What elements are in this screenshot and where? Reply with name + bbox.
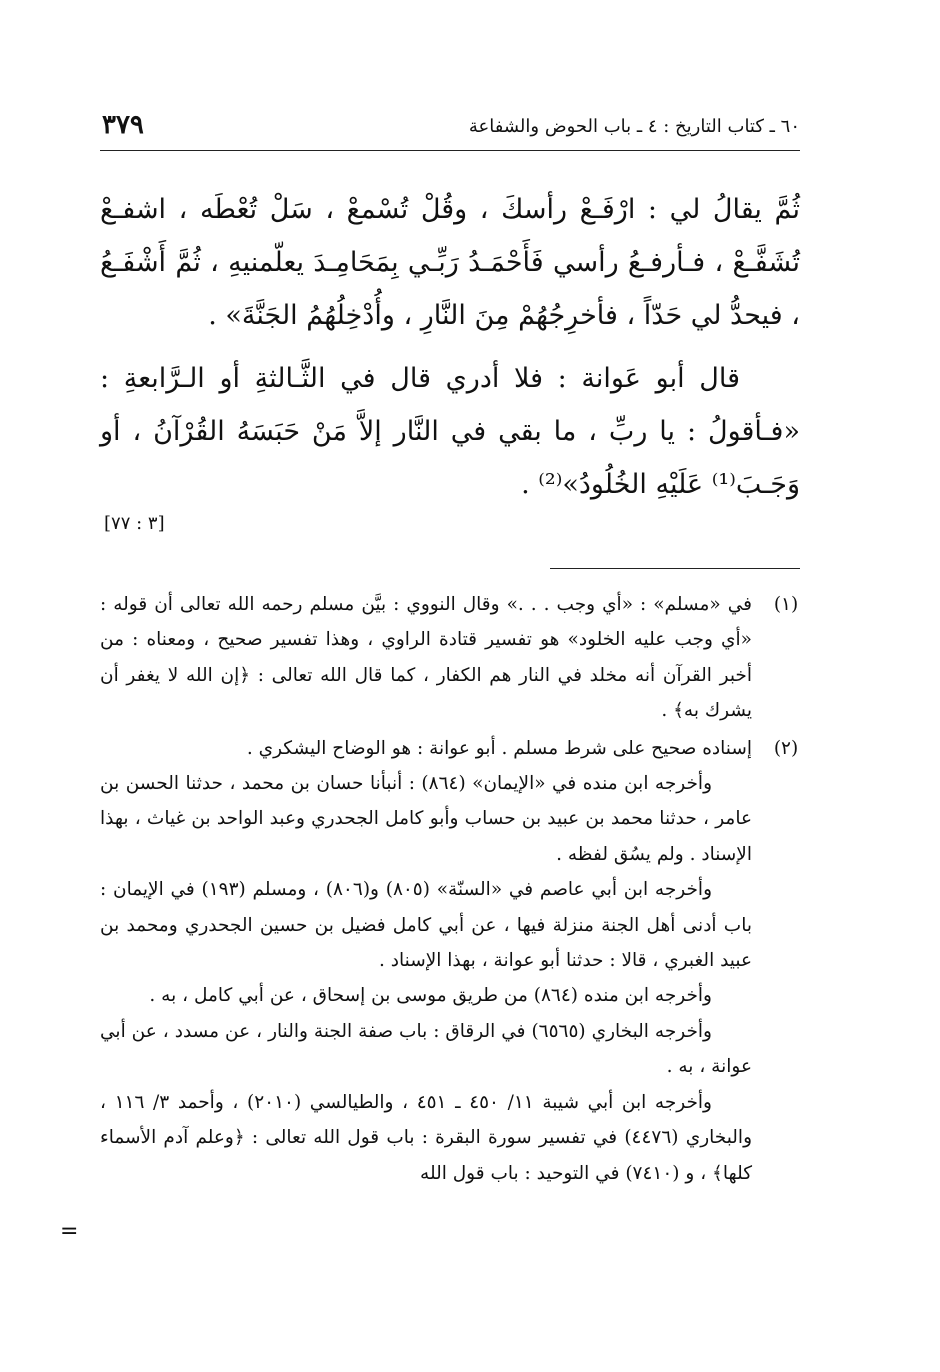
footnote-2 bbox=[100, 731, 800, 1191]
footnote-paragraph: وأخرجه ابن أبي شيبة ١١/ ٤٥٠ ـ ٤٥١ ، والطيالسي (٢٠١٠) ، وأحمد ٣/ ١١٦ ، والبخاري (٤٤٧٦) في تفسير سورة البقرة : باب قول الله تعالى : ﴿وعلم آدم الأسماء كلها﴾ ، و (٧٤١٠) في التوحيد : باب قول الله bbox=[100, 1091, 752, 1184]
footnote-paragraph: وأخرجه ابن أبي عاصم في «السنّة» (٨٠٥) و(٨٠٦) ، ومسلم (١٩٣) في الإيمان : باب أدنى أهل الجنة منزلة فيها ، عن أبي كامل فضيل بن حسين الجحدري ومحمد بن عبيد الغبري ، قالا : حدثنا أبو عوانة ، بهذا الإسناد . bbox=[100, 879, 752, 972]
footnote-paragraph: وأخرجه ابن منده في «الإيمان» (٨٦٤) : أنبأنا حسان بن محمد ، حدثنا الحسن بن عامر ، حدثنا محمد بن عبيد بن حساب وأبو كامل الجحدري وعبد الواحد بن غياث ، بهذا الإسناد . ولم يسُق لفظه . bbox=[100, 773, 752, 865]
footnote-paragraph: وأخرجه البخاري (٦٥٦٥) في الرقاق : باب صفة الجنة والنار ، عن مسدد ، عن أبي عوانة ، به . bbox=[100, 1020, 752, 1078]
page-body bbox=[100, 110, 800, 1193]
footnote-1 bbox=[100, 587, 800, 729]
footnote-divider bbox=[550, 568, 800, 569]
footnote-marker: (٢) bbox=[773, 737, 799, 759]
footnote-marker: (١) bbox=[773, 594, 799, 615]
volume-reference: [٣ : ٧٧] bbox=[104, 513, 165, 534]
continuation-mark: = bbox=[60, 1219, 79, 1244]
main-paragraph: ثُمَّ يقالُ لي : ارْفَـعْ رأسكَ ، وقُلْ تُسْمعْ ، سَلْ تُعْطَه ، اشفـعْ تُشَفَّـعْ ، فـأرفـعُ رأسي فَأَحْمَـدُ رَبِّـي بِمَحَامِـدَ يعلّمنيهِ ، ثُمَّ أَشْفَـعُ ، فيحدُّ لي حَدّاً ، فأخرِجُهُمْ مِنَ النَّارِ ، وأُدْخِلُهُمُ الجَنَّةَ» . bbox=[100, 194, 800, 331]
footnote-paragraph: إسناده صحيح على شرط مسلم . أبو عوانة : هو الوضاح اليشكري . bbox=[246, 737, 752, 759]
main-text bbox=[100, 183, 800, 534]
page-header bbox=[100, 110, 800, 151]
running-title: ٦٠ ـ كتاب التاريخ : ٤ ـ باب الحوض والشفاعة bbox=[468, 116, 800, 137]
footnote-paragraph: وأخرجه ابن منده (٨٦٤) من طريق موسى بن إسحاق ، عن أبي كامل ، به . bbox=[149, 985, 712, 1007]
footnote-paragraph: في «مسلم» : «أي وجب . . .» وقال النووي : بيَّن مسلم رحمه الله تعالى أن قوله : «أي وجب عليه الخلود» هو تفسير قتادة الراوي ، وهذا تفسير صحيح ، ومعناه : من أخبر القرآن أنه مخلد في النار هم الكفار ، كما قال الله تعالى : ﴿إن الله لا يغفر أن يشرك به﴾ . bbox=[100, 594, 752, 722]
main-paragraph: قال أبو عَوانة : فلا أدري قال في الثَّـالثةِ أو الـرَّابعةِ : «فـأقولُ : يا ربِّ ، ما بقي في النَّار إلاَّ مَنْ حَبَسَهُ القُرْآنُ ، أو وَجَـبَ⁽¹⁾ عَلَيْهِ الخُلُودُ»⁽²⁾ . bbox=[100, 363, 800, 500]
page-number: ٣٧٩ bbox=[102, 110, 144, 140]
footnotes bbox=[100, 587, 800, 1191]
